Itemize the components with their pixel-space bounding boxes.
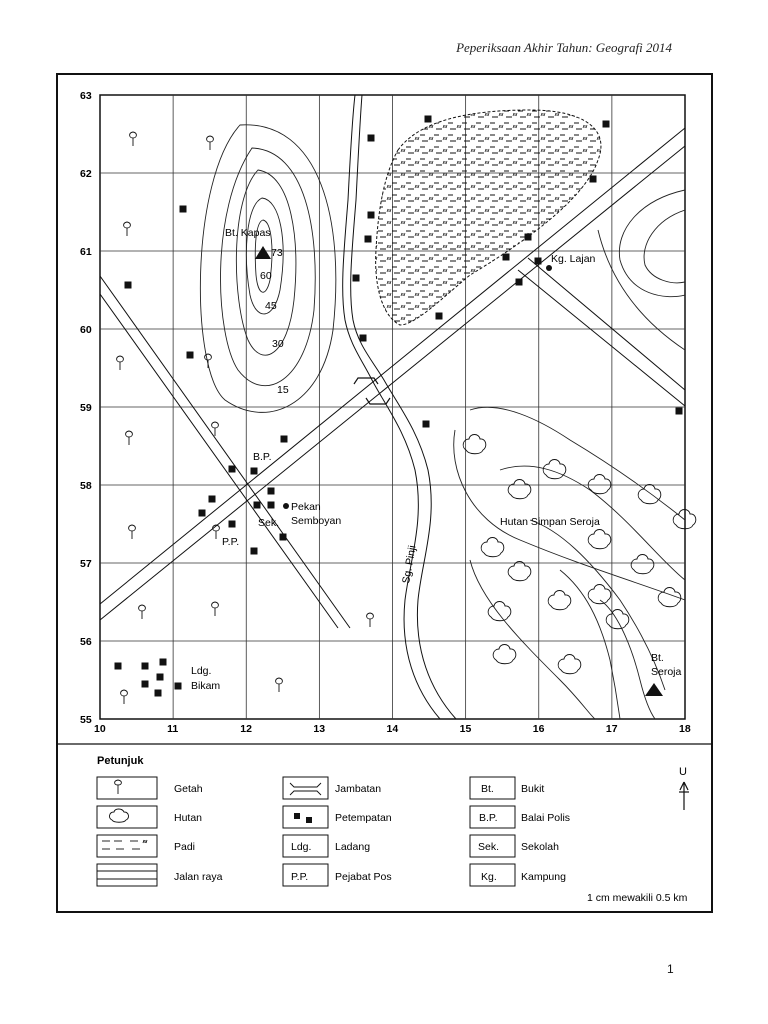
legend-bridge-icon [290, 783, 321, 795]
label-pp: P.P. [222, 536, 240, 548]
y-axis-label: 55 [80, 714, 92, 726]
settlement-icon [187, 352, 194, 359]
north-label: U [679, 766, 687, 778]
label-bt-kapas: Bt. Kapas [225, 227, 271, 239]
settlement-icon [199, 510, 206, 517]
contour-label-15: 15 [277, 384, 289, 396]
y-axis-label: 60 [80, 324, 92, 336]
legend-label-hutan: Hutan [174, 812, 203, 824]
settlement-icon [251, 548, 258, 555]
label-ldg: Ldg. [191, 665, 212, 677]
legend-title: Petunjuk [97, 755, 144, 767]
label-semboyan: Semboyan [291, 515, 342, 527]
x-axis-labels [94, 723, 691, 735]
settlement-icon [516, 279, 523, 286]
settlement-icon [676, 408, 683, 415]
y-axis-label: 62 [80, 168, 92, 180]
label-hutan-simpan: Hutan Simpan Seroja [500, 516, 600, 528]
legend-abbr-bp: B.P. [479, 812, 498, 824]
y-axis-label: 56 [80, 636, 92, 648]
settlement-icon [360, 335, 367, 342]
settlement-icon [209, 496, 216, 503]
contour-label-73: 73 [271, 247, 283, 259]
legend-main-road-icon [97, 871, 157, 879]
label-seroja: Seroja [651, 666, 682, 678]
x-axis-label: 13 [313, 723, 326, 735]
legend-paddy-icon [102, 840, 147, 849]
settlement-icon [115, 663, 122, 670]
settlement-icon [160, 659, 167, 666]
settlement-icon [365, 236, 372, 243]
settlement-icon [229, 521, 236, 528]
y-axis-label: 59 [80, 402, 92, 414]
pekan-marker [283, 503, 289, 509]
settlement-icon [436, 313, 443, 320]
settlement-icon [603, 121, 610, 128]
legend-label-bukit: Bukit [521, 783, 545, 795]
settlement-icon [125, 282, 132, 289]
label-kg-lajan: Kg. Lajan [551, 253, 596, 265]
settlement-icon [368, 212, 375, 219]
settlement-icon [423, 421, 430, 428]
settlement-icon [353, 275, 360, 282]
y-axis-label: 57 [80, 558, 92, 570]
legend-label-sekolah: Sekolah [521, 841, 559, 853]
x-axis-label: 15 [459, 723, 472, 735]
settlement-icon [157, 674, 164, 681]
settlement-icon [280, 534, 287, 541]
label-sg-pinji: Sg. Pinji [400, 544, 419, 585]
legend-label-ladang: Ladang [335, 841, 371, 853]
label-sek: Sek. [258, 517, 280, 529]
settlement-icon [254, 502, 261, 509]
kg-lajan-marker [546, 265, 552, 271]
contour-label-30: 30 [272, 338, 284, 350]
settlement-icon [180, 206, 187, 213]
x-axis-label: 16 [532, 723, 545, 735]
x-axis-label: 11 [167, 723, 179, 735]
x-axis-label: 12 [240, 723, 252, 735]
x-axis-label: 17 [605, 723, 618, 735]
legend-rubber-tree-icon [115, 780, 122, 794]
legend-label-balai-polis: Balai Polis [521, 812, 571, 824]
settlement-icon [368, 135, 375, 142]
settlement-icon [525, 234, 532, 241]
label-bikam: Bikam [191, 680, 221, 692]
legend-label-pejabat-pos: Pejabat Pos [335, 871, 392, 883]
y-axis-label: 63 [80, 90, 92, 102]
label-bp: B.P. [253, 451, 272, 463]
settlement-icon [535, 258, 542, 265]
label-bt: Bt. [651, 652, 664, 664]
contour-label-45: 45 [265, 300, 277, 312]
north-arrow-icon [679, 782, 689, 810]
x-axis-label: 10 [94, 723, 106, 735]
legend-settlement-icon [294, 813, 312, 823]
settlement-icon [155, 690, 162, 697]
legend-abbr-sek: Sek. [478, 841, 500, 853]
legend-abbr-bt: Bt. [481, 783, 494, 795]
legend-label-kampung: Kampung [521, 871, 566, 883]
legend-label-jambatan: Jambatan [335, 783, 382, 795]
page-header: Peperiksaan Akhir Tahun: Geografi 2014 [456, 40, 672, 55]
legend-label-getah: Getah [174, 783, 203, 795]
legend-forest-icon [110, 809, 129, 822]
legend-label-jalan-raya: Jalan raya [174, 871, 223, 883]
legend-label-petempatan: Petempatan [335, 812, 392, 824]
settlement-icon [175, 683, 182, 690]
page-number: 1 [667, 962, 674, 976]
legend-abbr-kg: Kg. [481, 871, 497, 883]
settlement-icon [503, 254, 510, 261]
x-axis-label: 18 [679, 723, 691, 735]
legend-abbr-ldg: Ldg. [291, 841, 312, 853]
legend-boxes [97, 777, 515, 886]
legend-label-padi: Padi [174, 841, 196, 853]
settlement-icon [142, 663, 149, 670]
contour-label-60: 60 [260, 270, 272, 282]
settlement-icon [590, 176, 597, 183]
y-axis-label: 58 [80, 480, 92, 492]
settlement-icon [281, 436, 288, 443]
settlement-icon [425, 116, 432, 123]
x-axis-label: 14 [386, 723, 399, 735]
label-pekan: Pekan [291, 501, 321, 513]
settlement-icon [229, 466, 236, 473]
settlement-icon [251, 468, 258, 475]
settlement-icon [268, 502, 275, 509]
settlement-icon [268, 488, 275, 495]
scale-label: 1 cm mewakili 0.5 km [587, 892, 688, 904]
y-axis-labels [80, 90, 92, 726]
legend-abbr-pp: P.P. [291, 871, 309, 883]
y-axis-label: 61 [80, 246, 92, 258]
settlement-icon [142, 681, 149, 688]
